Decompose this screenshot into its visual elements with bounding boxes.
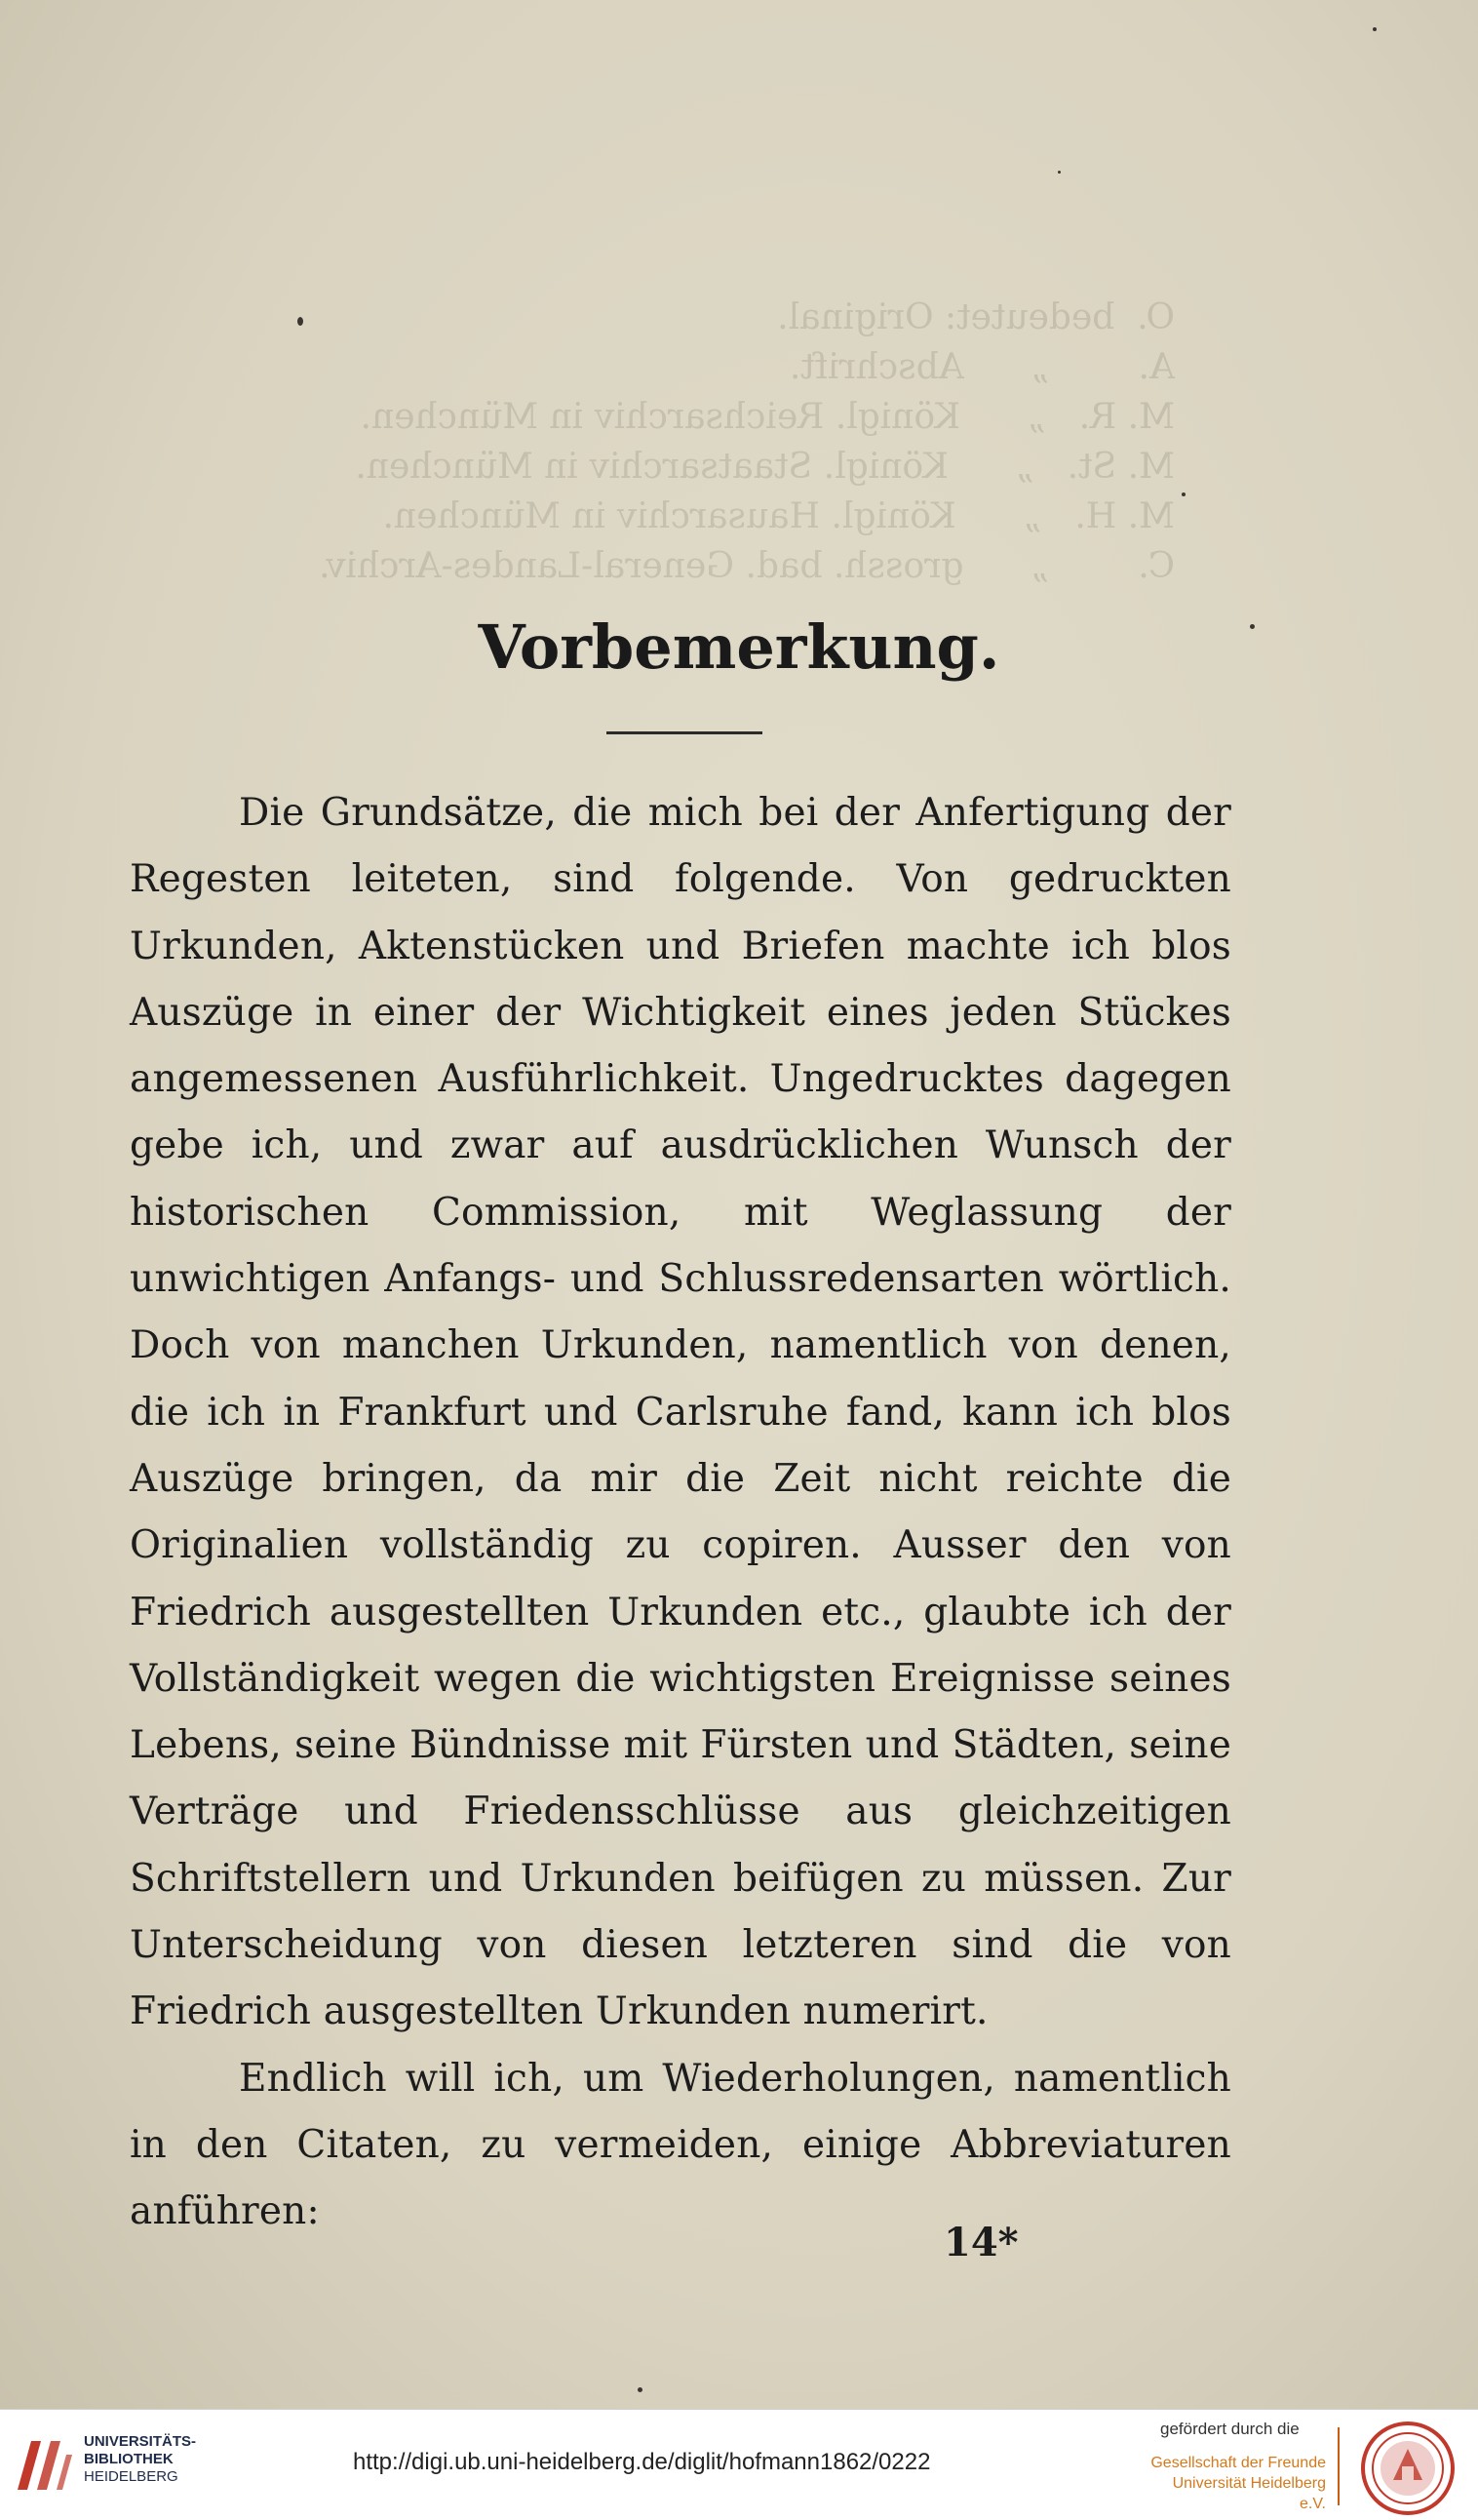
sponsor-name [1146,2453,1326,2514]
footer-bar [0,2409,1478,2520]
library-name-line1: UNIVERSITÄTS- [84,2433,197,2450]
library-name-line2: BIBLIOTHEK [84,2451,174,2467]
permalink-url[interactable]: http://digi.ub.uni-heidelberg.de/diglit/hofmann1862/0222 [353,2449,931,2475]
sponsor-line2: Universität Heidelberg e.V. [1172,2475,1326,2512]
body-text [130,780,1231,2246]
sponsor-divider [1338,2427,1340,2505]
paragraph-1: Die Grundsätze, die mich bei der Anfertigung der Regesten leiteten, sind folgende. Von gedruckten Urkunden, Aktenstücken und Briefen machte ich blos Auszüge in einer der Wichtigkeit eines jeden Stückes angemessenen Ausführlichkeit. Ungedrucktes dagegen gebe ich, und zwar auf ausdrücklichen Wunsch der historischen Commission, mit Weglassung der unwichtigen Anfangs- und Schlussredensarten wörtlich. Doch von manchen Urkunden, namentlich von denen, die ich in Frankfurt und Carlsruhe fand, kann ich blos Auszüge bringen, da mir die Zeit nicht reichte die Originalien vollständig zu copiren. Ausser den von Friedrich ausgestellten Urkunden etc., glaubte ich der Vollständigkeit wegen die wichtigsten Ereignisse seines Lebens, seine Bündnisse mit Fürsten und Städten, seine Verträge und Friedensschlüsse aus gleichzeitigen Schriftstellern und Urkunden beifügen zu müssen. Zur Unterscheidung von diesen letzteren sind die von Friedrich ausgestellten Urkunden numerirt. [130,791,1231,2034]
library-name [84,2433,196,2486]
sponsor-prefix: gefördert durch die [1160,2420,1300,2438]
paragraph-2: Endlich will ich, um Wiederholungen, namentlich in den Citaten, zu vermeiden, einige Abbreviaturen anführen: [130,2056,1231,2234]
university-seal-icon [1359,2420,1457,2517]
bleed-through-text: O. bedeutet: Original. A. „ Abschrift. M. R. „ Königl. Reichsarchiv in München. M. St. „ Königl. Staatsarchiv in München. M. H. „ Königl. Hausarchiv in München. C. „ grossh. bad. General-Landes-Archiv. [319,297,1175,586]
section-heading: Vorbemerkung. [478,611,1000,683]
university-library-logo-icon [14,2431,74,2498]
heading-rule [606,731,762,734]
sponsor-line1: Gesellschaft der Freunde [1150,2455,1326,2471]
page-number: 14* [944,2220,1019,2265]
library-name-line3: HEIDELBERG [84,2468,178,2485]
